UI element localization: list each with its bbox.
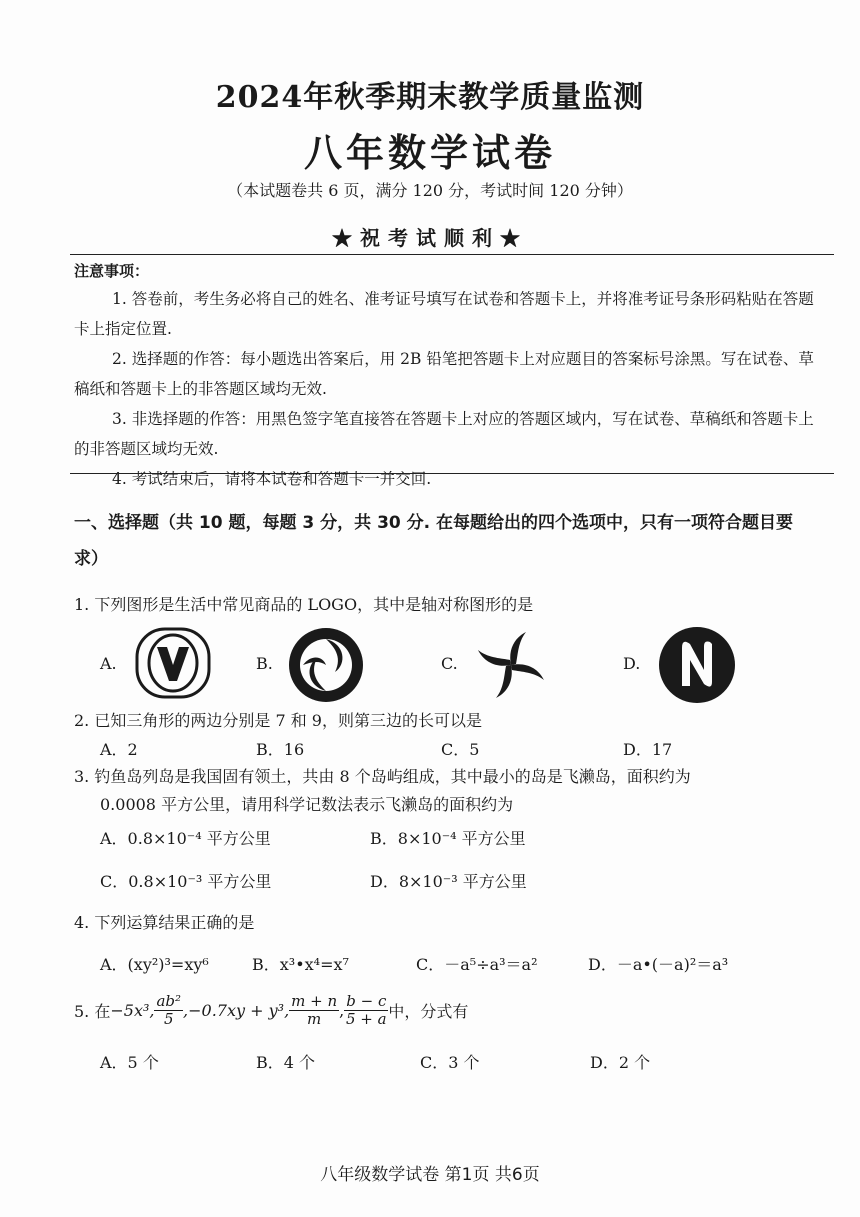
question-2-stem: 2. 已知三角形的两边分别是 7 和 9，则第三边的长可以是	[74, 711, 482, 730]
question-3-stem-line1: 3. 钓鱼岛列岛是我国固有领土，共由 8 个岛屿组成，其中最小的岛是飞濑岛，面积约为	[74, 767, 691, 786]
swirl-circle-logo-icon	[285, 624, 367, 706]
q1-option-a-label: A.	[100, 654, 117, 673]
notice-heading: 注意事项：	[74, 262, 150, 280]
q2-option-a: A．2	[100, 740, 138, 759]
question-4-stem: 4. 下列运算结果正确的是	[74, 913, 255, 932]
q5-suffix: 中，分式有	[388, 1001, 469, 1021]
question-3-stem-line2: 0.0008 平方公里，请用科学记数法表示飞濑岛的面积约为	[100, 795, 514, 814]
q5-option-d: D．2 个	[590, 1053, 651, 1072]
q5-option-b: B．4 个	[256, 1053, 316, 1072]
q5-prefix: 5. 在	[74, 1001, 111, 1021]
q5-option-c: C．3 个	[420, 1053, 480, 1072]
q3-option-c: C．0.8×10⁻³ 平方公里	[100, 872, 272, 891]
question-5-stem	[74, 988, 468, 1032]
q3-option-d: D．8×10⁻³ 平方公里	[370, 872, 527, 891]
q5-fraction-2-denominator: m	[307, 1009, 322, 1028]
q4-option-a: A．(xy²)³=xy⁶	[100, 955, 209, 974]
n-letter-circle-logo-icon	[656, 624, 738, 706]
q5-fraction-3-numerator: b − c	[346, 991, 387, 1010]
q1-option-d-label: D.	[623, 654, 641, 673]
exam-note: （本试题卷共 6 页，满分 120 分，考试时间 120 分钟）	[227, 181, 633, 200]
q1-option-c-label: C.	[441, 654, 458, 673]
q5-fraction-3-denominator: 5 + a	[346, 1009, 387, 1028]
q4-option-b: B．x³•x⁴=x⁷	[252, 955, 349, 974]
q2-option-b: B．16	[256, 740, 305, 759]
q5-option-a: A．5 个	[100, 1053, 159, 1072]
v-shield-logo-icon	[133, 625, 213, 701]
section-heading: 一、选择题（共 10 题，每题 3 分，共 30 分. 在每题给出的四个选项中，只有一项符合题目要求）	[74, 513, 794, 569]
q1-option-b-label: B.	[256, 654, 273, 673]
notice-item: 3. 非选择题的作答：用黑色签字笔直接答在答题卡上对应的答题区域内，写在试卷、草稿纸和答题卡上的非答题区域均无效.	[74, 410, 814, 458]
q3-option-a: A．0.8×10⁻⁴ 平方公里	[100, 829, 271, 848]
q4-option-c: C．－a⁵÷a³＝a²	[416, 955, 538, 974]
notice-item: 1. 答卷前，考生务必将自己的姓名、准考证号填写在试卷和答题卡上，并将准考证号条形码粘贴在答题卡上指定位置.	[74, 290, 814, 338]
top-divider	[70, 254, 834, 255]
four-blade-pinwheel-icon	[470, 624, 552, 706]
q2-option-d: D．17	[623, 740, 673, 759]
notice-item: 2. 选择题的作答：每小题选出答案后，用 2B 铅笔把答题卡上对应题目的答案标号涂黑。写在试卷、草稿纸和答题卡上的非答题区域均无效.	[74, 350, 814, 398]
good-luck-banner: ★祝考试顺利★	[332, 226, 528, 250]
notice-item: 4. 考试结束后，请将本试卷和答题卡一并交回.	[112, 470, 432, 488]
q5-fraction-3	[344, 993, 388, 1028]
page-footer: 八年级数学试卷 第1页 共6页	[320, 1165, 540, 1185]
notice-list	[74, 284, 822, 494]
q5-fraction-1-numerator: ab²	[156, 991, 182, 1010]
q5-fraction-2	[289, 993, 339, 1028]
q5-fraction-1	[154, 993, 183, 1028]
bottom-divider	[70, 473, 834, 474]
q5-separator: ,	[339, 1000, 345, 1020]
q5-fraction-1-denominator: 5	[163, 1009, 174, 1028]
q5-fraction-2-numerator: m + n	[291, 991, 338, 1010]
q5-expression-2: ,−0.7xy + y³,	[183, 1000, 290, 1020]
q2-option-c: C．5	[441, 740, 480, 759]
q3-option-b: B．8×10⁻⁴ 平方公里	[370, 829, 526, 848]
question-1-stem: 1. 下列图形是生活中常见商品的 LOGO，其中是轴对称图形的是	[74, 595, 534, 614]
exam-subtitle: 八年数学试卷	[303, 130, 556, 175]
q4-option-d: D．－a•(－a)²＝a³	[588, 955, 729, 974]
q5-expression-1: −5x³,	[110, 1000, 155, 1020]
exam-title: 2024年秋季期末教学质量监测	[215, 80, 645, 115]
